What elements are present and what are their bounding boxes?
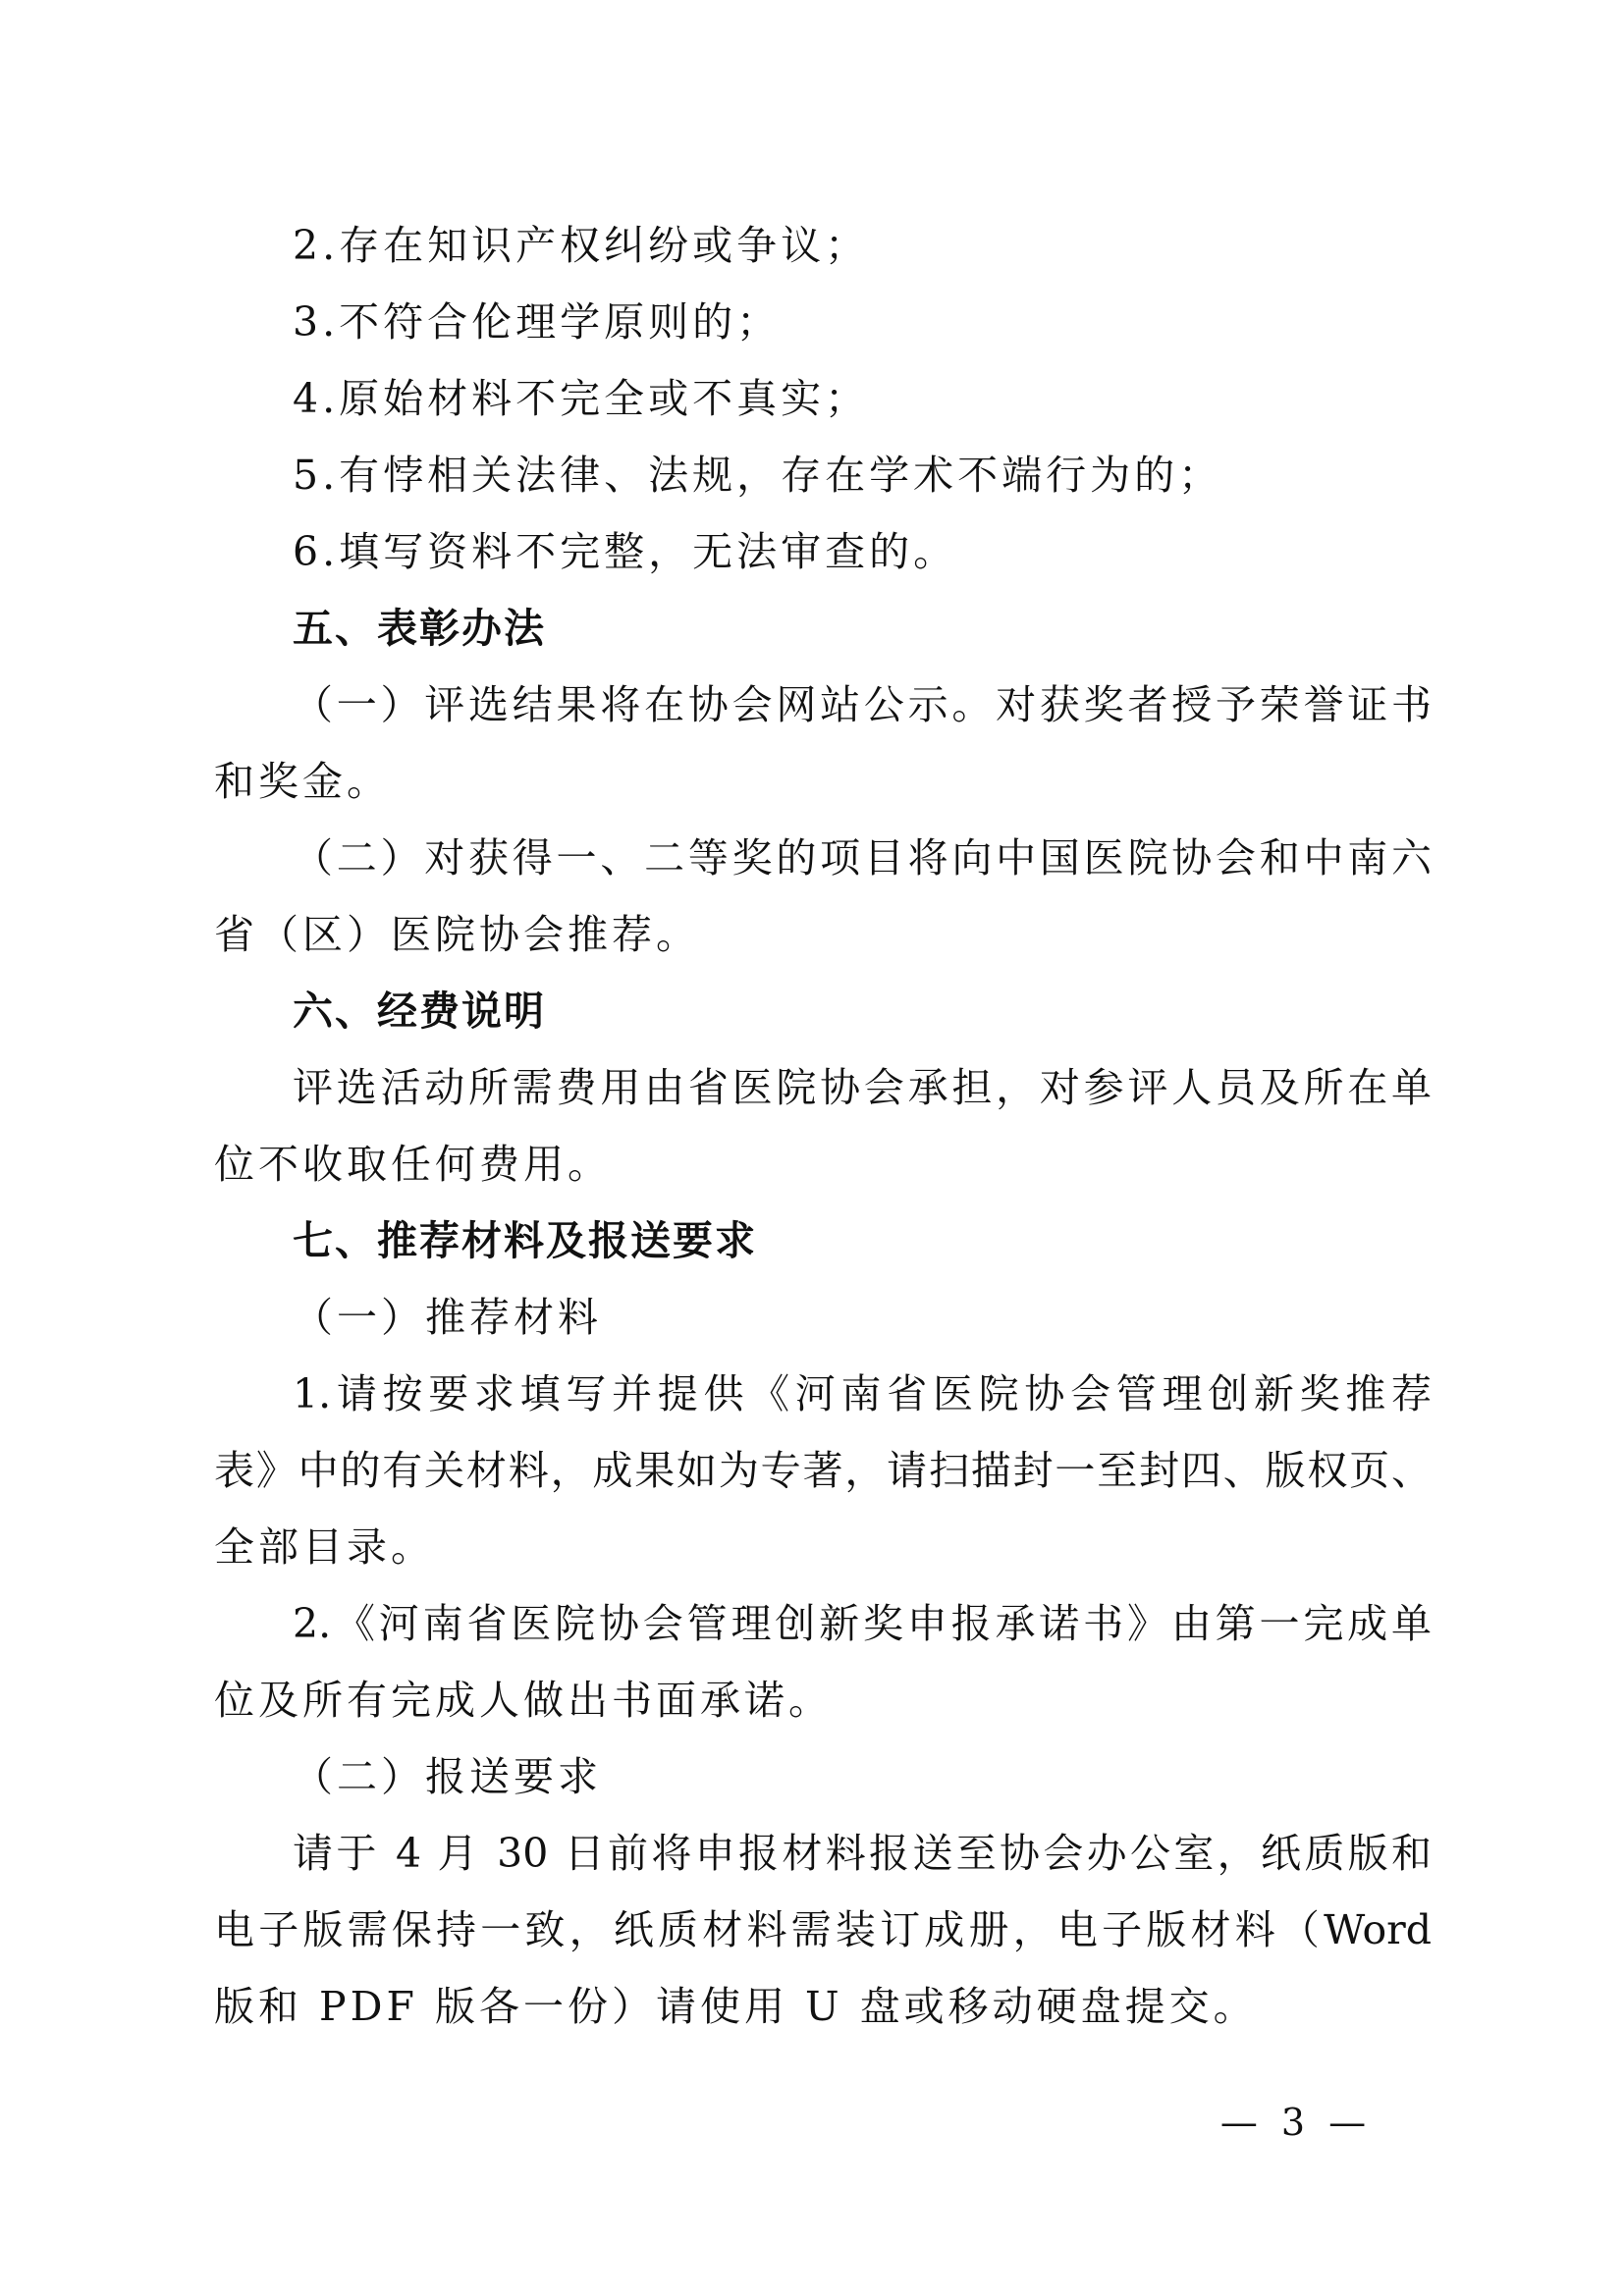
subsection-heading: （一）推荐材料 (293, 1294, 602, 1341)
paragraph-line: 全部目录。 (214, 1523, 435, 1571)
paragraph-line: 1.请按要求填写并提供《河南省医院协会管理创新奖推荐 (293, 1370, 1432, 1417)
paragraph-line: （一）评选结果将在协会网站公示。对获奖者授予荣誉证书 (293, 681, 1432, 728)
paragraph-line: 和奖金。 (214, 758, 391, 805)
paragraph-line: 省（区）医院协会推荐。 (214, 911, 700, 958)
list-item-6: 6.填写资料不完整，无法审查的。 (293, 528, 958, 575)
list-item-3: 3.不符合伦理学原则的； (293, 298, 782, 346)
paragraph-line: 位不收取任何费用。 (214, 1141, 612, 1188)
paragraph-line: 电子版需保持一致，纸质材料需装订成册，电子版材料（Word (214, 1906, 1432, 1953)
paragraph-line: 2.《河南省医院协会管理创新奖申报承诺书》由第一完成单 (293, 1600, 1432, 1647)
subsection-heading: （二）报送要求 (293, 1753, 602, 1800)
list-item-4: 4.原始材料不完全或不真实； (293, 375, 870, 422)
paragraph-line: （二）对获得一、二等奖的项目将向中国医院协会和中南六 (293, 834, 1432, 881)
section-heading-7: 七、推荐材料及报送要求 (293, 1217, 757, 1264)
list-item-5: 5.有悖相关法律、法规，存在学术不端行为的； (293, 452, 1223, 499)
list-item-2: 2.存在知识产权纠纷或争议； (293, 222, 870, 269)
paragraph-line: 版和 PDF 版各一份）请使用 U 盘或移动硬盘提交。 (214, 1983, 1258, 2030)
section-heading-6: 六、经费说明 (293, 988, 546, 1035)
paragraph-line: 评选活动所需费用由省医院协会承担，对参评人员及所在单 (293, 1064, 1432, 1111)
paragraph-line: 位及所有完成人做出书面承诺。 (214, 1677, 833, 1724)
page-number: — 3 — (1219, 2101, 1373, 2144)
section-heading-5: 五、表彰办法 (293, 605, 546, 652)
paragraph-line: 表》中的有关材料，成果如为专著，请扫描封一至封四、版权页、 (214, 1447, 1432, 1494)
paragraph-line: 请于 4 月 30 日前将申报材料报送至协会办公室，纸质版和 (293, 1830, 1432, 1877)
